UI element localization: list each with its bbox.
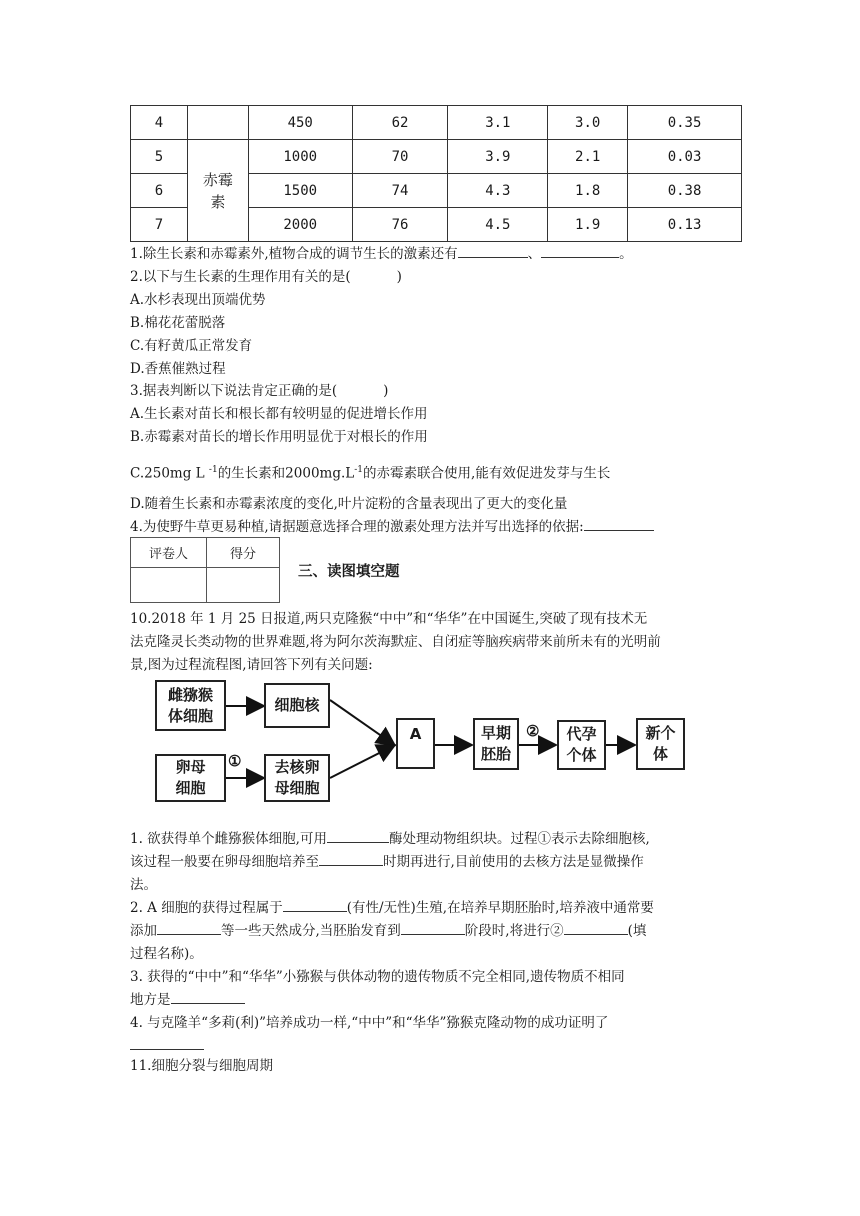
- q10-sub2-line: 2. A 细胞的获得过程属于 (有性/无性)生殖,在培养早期胚胎时,培养液中通常要: [130, 900, 654, 916]
- row-number: 5: [131, 140, 188, 174]
- q9-sub2-stem: 2.以下与生长素的生理作用有关的是( ): [130, 269, 402, 285]
- table-cell: 62: [352, 106, 448, 140]
- q10-intro-line: 10.2018 年 1 月 25 日报道,两只克隆猴“中中”和“华华”在中国诞生,突破了现有技术无: [130, 611, 648, 627]
- q10-sub2-line: 添加 等一些天然成分,当胚胎发育到 阶段时,将进行② (填: [130, 923, 647, 939]
- concentration-cell: 2000: [248, 208, 352, 242]
- answer-blank[interactable]: [283, 899, 347, 912]
- nucleus-box: 细胞核: [264, 683, 330, 728]
- answer-blank[interactable]: [401, 922, 465, 935]
- q10-sub1-line: 1. 欲获得单个雌猕猴体细胞,可用 酶处理动物组织块。过程①表示去除细胞核,: [130, 831, 650, 847]
- row-number: 7: [131, 208, 188, 242]
- option-b: B.棉花花蕾脱落: [130, 315, 226, 331]
- reviewer-label: 评卷人: [131, 538, 207, 568]
- table-cell: 76: [352, 208, 448, 242]
- step-1-label: ①: [228, 752, 242, 770]
- q10-sub3-line: 3. 获得的“中中”和“华华”小猕猴与供体动物的遗传物质不完全相同,遗传物质不相同: [130, 969, 625, 985]
- arrow: [330, 746, 393, 778]
- table-cell: 2.1: [548, 140, 628, 174]
- score-label: 得分: [207, 538, 280, 568]
- concentration-cell: 1000: [248, 140, 352, 174]
- table-cell: 0.13: [628, 208, 742, 242]
- step-2-label: ②: [526, 722, 540, 740]
- q10-sub2-line: 过程名称)。: [130, 946, 203, 962]
- answer-blank[interactable]: [157, 922, 221, 935]
- q10-intro-line: 景,图为过程流程图,请回答下列有关问题:: [130, 657, 373, 673]
- option-d: D.随着生长素和赤霉素浓度的变化,叶片淀粉的含量表现出了更大的变化量: [130, 496, 568, 512]
- q11-title: 11.细胞分裂与细胞周期: [130, 1058, 273, 1074]
- cell-a-box: A: [396, 718, 435, 769]
- group-label: 赤霉素: [202, 170, 233, 211]
- section-title: 三、读图填空题: [298, 564, 400, 580]
- q10-sub3-line: 地方是: [130, 990, 245, 1010]
- option-c: C.250mg L $^{-1}$的生长素和$2000mg.L^{-1}$的赤霉素联合使用,能有效促进发芽与生长: [130, 465, 611, 482]
- answer-blank[interactable]: [130, 1049, 204, 1050]
- q10-intro-line: 法克隆灵长类动物的世界难题,将为阿尔茨海默症、自闭症等脑疾病带来前所未有的光明前: [130, 634, 661, 650]
- table-cell: 1.8: [548, 174, 628, 208]
- somatic-cell-box: 雌猕猴 体细胞: [155, 680, 226, 731]
- table-cell: 4.5: [448, 208, 548, 242]
- option-a: A.生长素对苗长和根长都有较明显的促进增长作用: [130, 406, 428, 422]
- q10-sub1-line: 法。: [130, 877, 157, 893]
- table-cell: 1.9: [548, 208, 628, 242]
- table-cell: 4.3: [448, 174, 548, 208]
- answer-blank[interactable]: [319, 853, 383, 866]
- answer-blank[interactable]: [171, 991, 245, 1004]
- new-individual-box: 新个 体: [636, 718, 685, 770]
- enucleated-oocyte-box: 去核卵 母细胞: [264, 754, 330, 802]
- concentration-cell: 1500: [248, 174, 352, 208]
- table-cell: 0.35: [628, 106, 742, 140]
- q9-sub4: 4.为使野牛草更易种植,请据题意选择合理的激素处理方法并写出选择的依据:: [130, 517, 654, 537]
- table-cell: 3.1: [448, 106, 548, 140]
- table-cell: 70: [352, 140, 448, 174]
- option-a: A.水杉表现出顶端优势: [130, 292, 266, 308]
- q10-sub1-line: 该过程一般要在卵母细胞培养至 时期再进行,目前使用的去核方法是显微操作: [130, 854, 644, 870]
- option-d: D.香蕉催熟过程: [130, 361, 226, 377]
- oocyte-box: 卵母 细胞: [155, 754, 226, 802]
- surrogate-box: 代孕 个体: [557, 720, 606, 770]
- concentration-cell: 450: [248, 106, 352, 140]
- table-cell: 0.03: [628, 140, 742, 174]
- row-number: 4: [131, 106, 188, 140]
- table-cell: 74: [352, 174, 448, 208]
- arrow: [330, 700, 393, 744]
- q9-sub3-stem: 3.据表判断以下说法肯定正确的是( ): [130, 383, 389, 399]
- answer-blank[interactable]: [327, 830, 389, 843]
- row-number: 6: [131, 174, 188, 208]
- table-cell: 3.0: [548, 106, 628, 140]
- q9-sub1: 1.除生长素和赤霉素外,植物合成的调节生长的激素还有 、 。: [130, 246, 633, 262]
- table-cell: 0.38: [628, 174, 742, 208]
- option-b: B.赤霉素对苗长的增长作用明显优于对根长的作用: [130, 429, 428, 445]
- early-embryo-box: 早期 胚胎: [473, 718, 519, 770]
- answer-blank[interactable]: [564, 922, 628, 935]
- table-cell: 3.9: [448, 140, 548, 174]
- option-c: C.有籽黄瓜正常发育: [130, 338, 253, 354]
- q10-sub4-line: 4. 与克隆羊“多莉(利)”培养成功一样,“中中”和“华华”猕猴克隆动物的成功证明了: [130, 1015, 609, 1031]
